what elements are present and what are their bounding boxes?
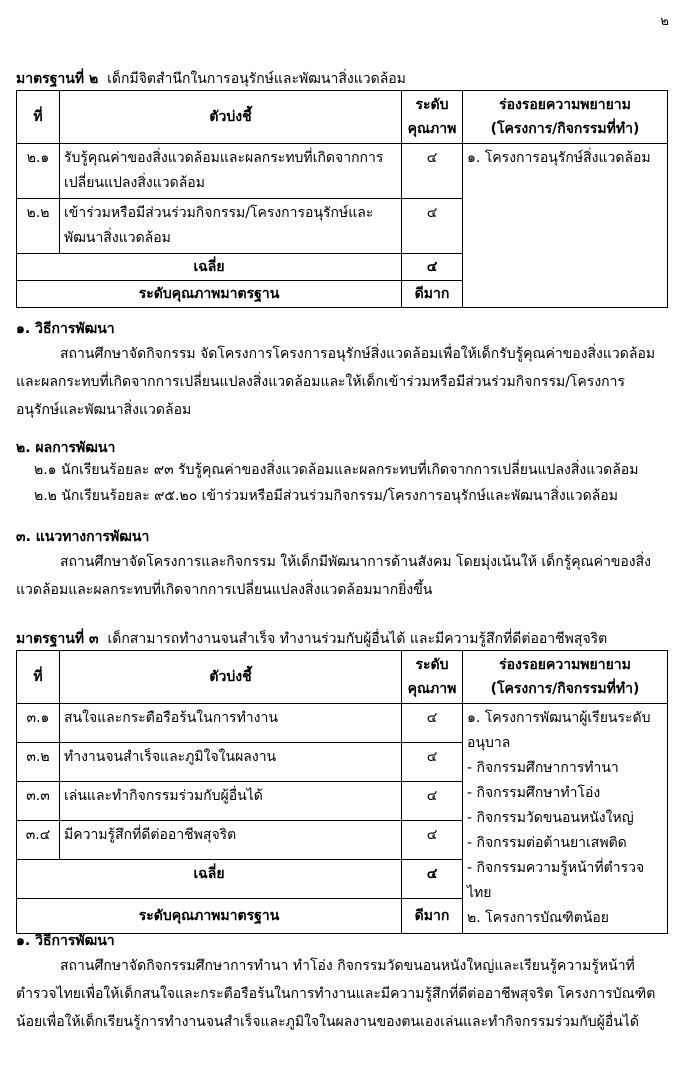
header-level-line1: ระดับ	[415, 657, 449, 673]
header-evidence-line1: ร่องรอยความพยายาม	[499, 657, 631, 673]
page-number: ๒	[660, 14, 669, 29]
row-indicator: เล่นและทำกิจกรรมร่วมกับผู้อื่นได้	[60, 781, 402, 820]
evidence-item: - กิจกรรมต่อต้านยาเสพติด	[467, 835, 627, 851]
header-evidence	[463, 91, 668, 144]
header-evidence-line2: (โครงการ/กิจกรรมที่ทำ)	[490, 681, 640, 697]
header-evidence	[463, 651, 668, 704]
row-indicator: สนใจและกระตือรือร้นในการทำงาน	[60, 704, 402, 743]
header-level	[402, 651, 463, 704]
header-no: ที่	[17, 651, 60, 704]
row-indicator	[60, 144, 402, 199]
standard2-heading	[16, 68, 406, 90]
section-title: ๑. วิธีการพัฒนา	[16, 933, 115, 949]
header-level-line2: คุณภาพ	[407, 121, 457, 137]
standard2-title: เด็กมีจิตสำนึกในการอนุรักษ์และพัฒนาสิ่งแวดล้อม	[107, 71, 406, 87]
standard3-table	[16, 650, 668, 934]
evidence-item: ๑. โครงการพัฒนาผู้เรียนระดับ	[467, 710, 651, 726]
row-indicator-line2: พัฒนาสิ่งแวดล้อม	[64, 230, 171, 246]
row-level: ๔	[402, 820, 463, 859]
row-indicator-line1: เข้าร่วมหรือมีส่วนร่วมกิจกรรม/โครงการอนุรักษ์และ	[64, 205, 374, 221]
row-level: ๔	[402, 742, 463, 781]
section-title: ๑. วิธีการพัฒนา	[16, 321, 115, 337]
row-level: ๔	[402, 144, 463, 199]
result-item: ๒.๑ นักเรียนร้อยละ ๙๓ รับรู้คุณค่าของสิ่งแวดล้อมและผลกระทบที่เกิดจากการเปลี่ยนแปลงสิ่งแวดล้อม	[34, 462, 639, 478]
header-indicator: ตัวบ่งชี้	[60, 91, 402, 144]
evidence-item: - กิจกรรมศึกษาการทำนา	[467, 760, 619, 776]
section-title: ๒. ผลการพัฒนา	[16, 440, 116, 456]
standard2-table	[16, 90, 668, 308]
header-no: ที่	[17, 91, 60, 144]
evidence-item: ๑. โครงการอนุรักษ์สิ่งแวดล้อม	[467, 150, 651, 166]
row-no: ๓.๑	[17, 704, 60, 743]
section-paragraph: สถานศึกษาจัดกิจกรรม จัดโครงการโครงการอนุรักษ์สิ่งแวดล้อมเพื่อให้เด็กรับรู้คุณค่าของสิ่งแวดล้อมและผลกระทบที่เกิดจากการเปลี่ยนแปลงสิ่งแวดล้อมและให้เด็กเข้าร่วมหรือมีส่วนร่วมกิจกรรม/โครงการอนุรักษ์และพัฒนาสิ่งแวดล้อม	[16, 346, 656, 418]
table-header-row	[17, 91, 668, 144]
average-label: เฉลี่ย	[17, 254, 402, 281]
quality-value: ดีมาก	[402, 281, 463, 308]
row-indicator	[60, 199, 402, 254]
row-level: ๔	[402, 781, 463, 820]
header-level	[402, 91, 463, 144]
header-indicator: ตัวบ่งชี้	[60, 651, 402, 704]
table-row	[17, 704, 668, 743]
section-paragraph: สถานศึกษาจัดกิจกรรมศึกษาการทำนา ทำโอ่ง กิจกรรมวัดขนอนหนังใหญ่และเรียนรู้ความรู้หน้าที่ตำรวจไทยเพื่อให้เด็กสนใจและกระตือรือร้นในการทำงานและมีความรู้สึกที่ดีต่ออาชีพสุจริต โครงการบัณฑิตน้อยเพื่อให้เด็กเรียนรู้การทำงานจนสำเร็จและภูมิใจในผลงานของตนเองเล่นและทำกิจกรรมร่วมกับผู้อื่นได้	[16, 958, 656, 1030]
table-row	[17, 144, 668, 199]
evidence-item: - กิจกรรมวัดขนอนหนังใหญ่	[467, 810, 634, 826]
header-level-line2: คุณภาพ	[407, 681, 457, 697]
evidence-item: - กิจกรรมความรู้หน้าที่ตำรวจไทย	[467, 860, 645, 901]
section-paragraph: สถานศึกษาจัดโครงการและกิจกรรม ให้เด็กมีพัฒนาการด้านสังคม โดยมุ่งเน้นให้ เด็กรู้คุณค่าของสิ่งแวดล้อมและผลกระทบที่เกิดจากการเปลี่ยนแปลงสิ่งแวดล้อมมากยิ่งขึ้น	[16, 554, 652, 598]
row-no: ๓.๒	[17, 742, 60, 781]
row-level: ๔	[402, 704, 463, 743]
evidence-item: - กิจกรรมศึกษาทำโอ่ง	[467, 785, 601, 801]
row-no: ๒.๑	[17, 144, 60, 199]
evidence-item: อนุบาล	[467, 735, 511, 751]
standard3-title: เด็กสามารถทำงานจนสำเร็จ ทำงานร่วมกับผู้อื่นได้ และมีความรู้สึกที่ดีต่ออาชีพสุจริต	[107, 631, 608, 647]
header-level-line1: ระดับ	[415, 97, 449, 113]
quality-value: ดีมาก	[402, 898, 463, 933]
standard3-heading	[16, 628, 607, 650]
average-label: เฉลี่ย	[17, 859, 402, 898]
row-no: ๓.๔	[17, 820, 60, 859]
quality-label: ระดับคุณภาพมาตรฐาน	[17, 281, 402, 308]
section-title: ๓. แนวทางการพัฒนา	[16, 529, 150, 545]
row-level: ๔	[402, 199, 463, 254]
table-header-row	[17, 651, 668, 704]
quality-label: ระดับคุณภาพมาตรฐาน	[17, 898, 402, 933]
average-value: ๔	[402, 254, 463, 281]
evidence-cell	[463, 144, 668, 308]
result-item: ๒.๒ นักเรียนร้อยละ ๙๕.๒๐ เข้าร่วมหรือมีส่วนร่วมกิจกรรม/โครงการอนุรักษ์และพัฒนาสิ่งแวดล้อม	[34, 488, 618, 504]
row-indicator: ทำงานจนสำเร็จและภูมิใจในผลงาน	[60, 742, 402, 781]
row-indicator-line2: เปลี่ยนแปลงสิ่งแวดล้อม	[64, 175, 205, 191]
standard2-label: มาตรฐานที่ ๒	[16, 71, 99, 87]
row-indicator-line1: รับรู้คุณค่าของสิ่งแวดล้อมและผลกระทบที่เกิดจากการ	[64, 150, 384, 166]
evidence-cell	[463, 704, 668, 934]
row-no: ๒.๒	[17, 199, 60, 254]
row-indicator: มีความรู้สึกที่ดีต่ออาชีพสุจริต	[60, 820, 402, 859]
standard3-label: มาตรฐานที่ ๓	[16, 631, 99, 647]
header-evidence-line2: (โครงการ/กิจกรรมที่ทำ)	[490, 121, 640, 137]
evidence-item: ๒. โครงการบัณฑิตน้อย	[467, 910, 609, 926]
row-no: ๓.๓	[17, 781, 60, 820]
average-value: ๔	[402, 859, 463, 898]
header-evidence-line1: ร่องรอยความพยายาม	[499, 97, 631, 113]
